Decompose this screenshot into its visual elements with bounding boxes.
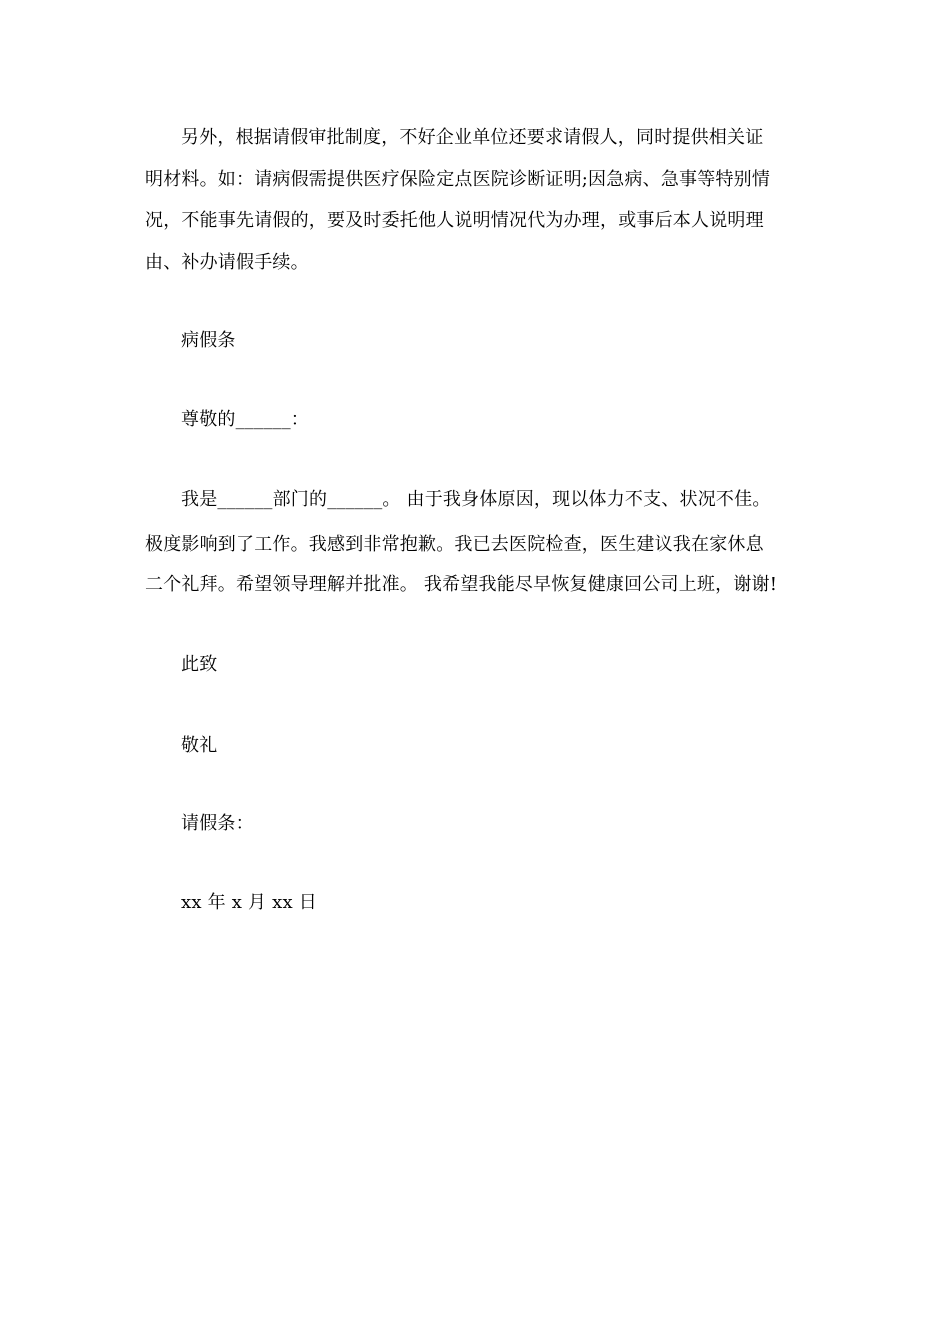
date-line: xx 年 x 月 xx 日 — [181, 892, 317, 913]
paragraph-2-line-1: 我是______部门的______。 由于我身体原因，现以体力不支、状况不佳。 — [181, 489, 771, 510]
leave-note-title: 病假条 — [181, 330, 236, 351]
paragraph-1-line-1: 另外，根据请假审批制度，不好企业单位还要求请假人，同时提供相关证 — [181, 127, 764, 148]
signature-label: 请假条： — [181, 813, 254, 834]
paragraph-1-line-2: 明材料。如：请病假需提供医疗保险定点医院诊断证明;因急病、急事等特别情 — [145, 169, 771, 190]
paragraph-1-line-4: 由、补办请假手续。 — [145, 252, 309, 273]
paragraph-2-line-3: 二个礼拜。希望领导理解并批准。 我希望我能尽早恢复健康回公司上班，谢谢! — [145, 574, 778, 595]
closing-line-1: 此致 — [181, 654, 218, 675]
paragraph-1-line-3: 况，不能事先请假的，要及时委托他人说明情况代为办理，或事后本人说明理 — [145, 210, 764, 231]
paragraph-2-line-2: 极度影响到了工作。我感到非常抱歉。我已去医院检查，医生建议我在家休息 — [145, 534, 764, 555]
closing-line-2: 敬礼 — [181, 735, 218, 756]
salutation: 尊敬的______： — [181, 409, 309, 430]
